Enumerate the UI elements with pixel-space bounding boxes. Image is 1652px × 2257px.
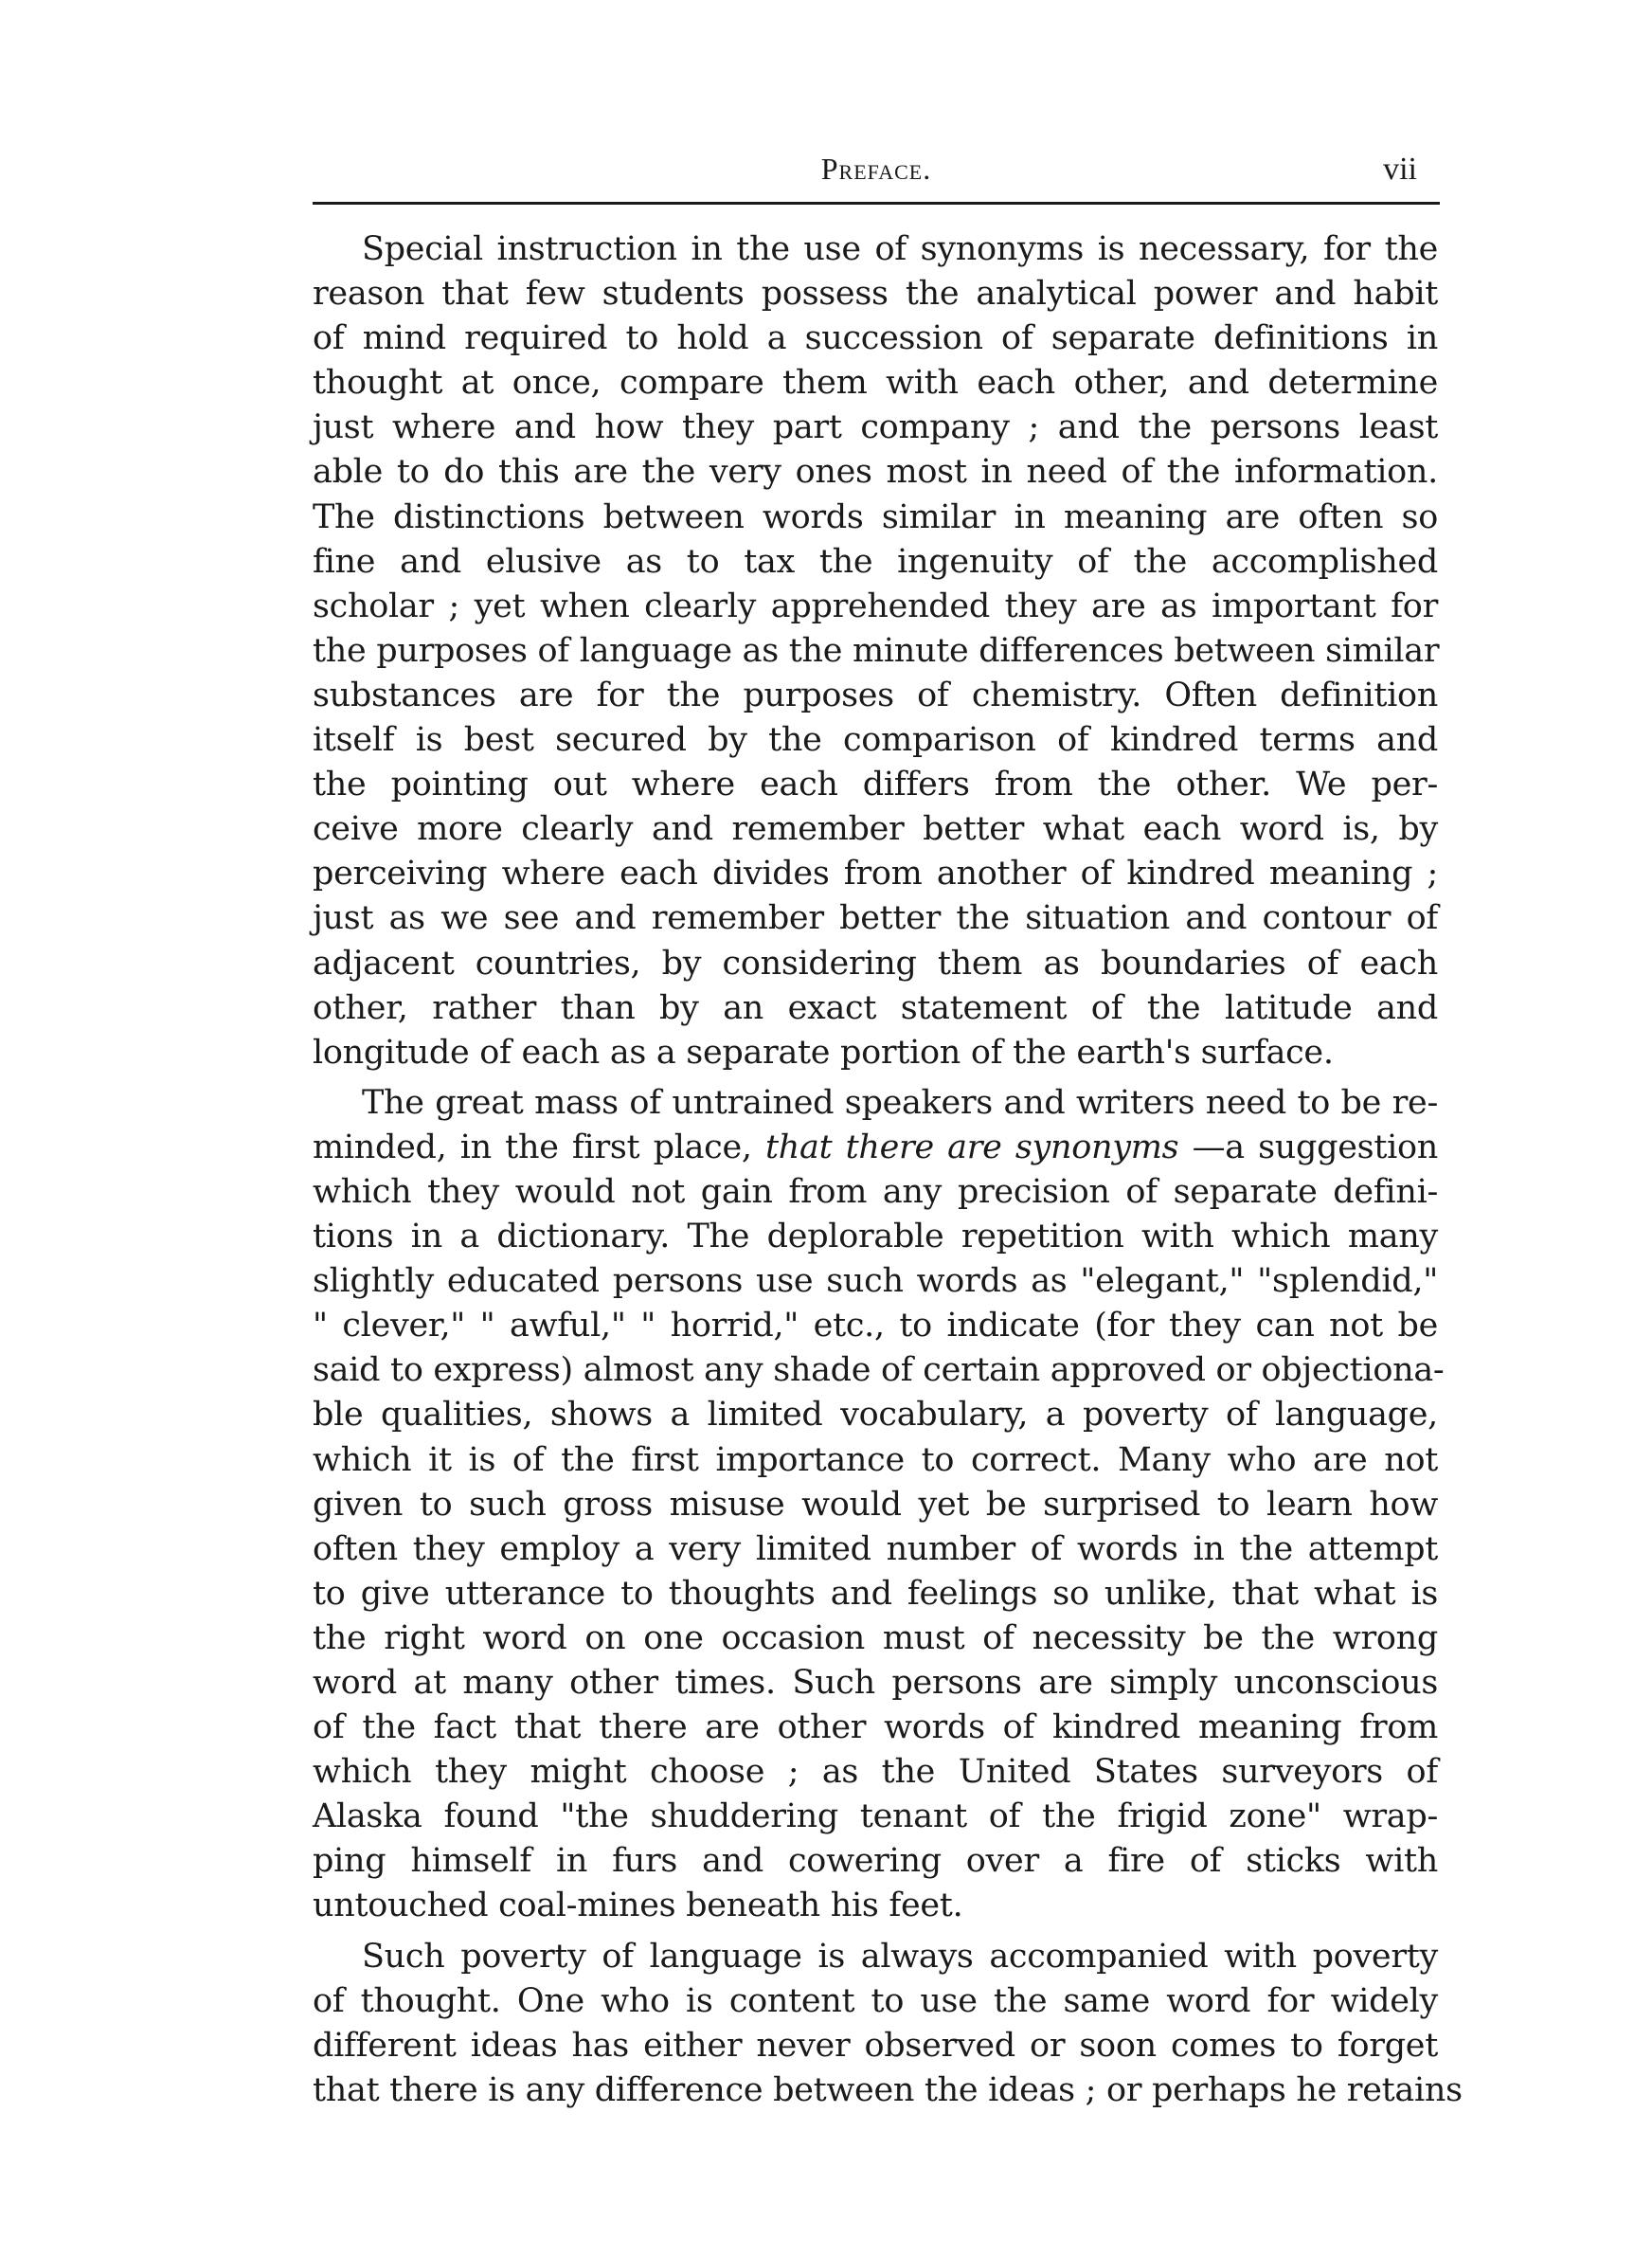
text-line: slightly educated persons use such words as "elegant," "splendid," (313, 1262, 1438, 1301)
italic-phrase: that there are synonyms (765, 1128, 1179, 1166)
text-line: other, rather than by an exact statement of the latitude and (313, 988, 1438, 1027)
text-line: perceiving where each divides from another of kindred meaning ; (313, 855, 1438, 894)
text-line: thought at once, compare them with each other, and determine (313, 364, 1438, 403)
text-line: untouched coal-mines beneath his feet. (313, 1887, 963, 1925)
text-line: Special instruction in the use of synonyms is necessary, for the (362, 230, 1438, 268)
text-line: word at many other times. Such persons are simply unconscious (313, 1664, 1438, 1702)
text-line: ceive more clearly and remember better what each word is, by (313, 810, 1438, 849)
text-line: given to such gross misuse would yet be surprised to learn how (313, 1485, 1438, 1524)
text-line: able to do this are the very ones most in need of the information. (313, 453, 1438, 492)
text-line (313, 1126, 1438, 1170)
text-line: ping himself in furs and cowering over a fire of sticks with (313, 1842, 1438, 1881)
text-line: The distinctions between words similar in meaning are often so (313, 497, 1438, 536)
text-line: the right word on one occasion must of necessity be the wrong (313, 1618, 1438, 1657)
page-number: vii (1383, 152, 1417, 187)
text-line: of mind required to hold a succession of separate definitions in (313, 319, 1438, 358)
body-text (313, 227, 1463, 2113)
paragraph (313, 1935, 1463, 2113)
text-line: ble qualities, shows a limited vocabulary, a poverty of language, (313, 1396, 1438, 1435)
text-line: the purposes of language as the minute differences between similar (313, 631, 1440, 670)
text-line: just where and how they part company ; and the persons least (313, 408, 1438, 447)
text-line: which it is of the first importance to correct. Many who are not (313, 1440, 1438, 1479)
page-header (313, 152, 1440, 190)
text-line: which they might choose ; as the United States surveyors of (313, 1753, 1438, 1792)
text-line: different ideas has either never observed or soon comes to forget (313, 2026, 1438, 2065)
text-line: that there is any difference between the ideas ; or perhaps he retains (313, 2070, 1463, 2109)
text-line: said to express) almost any shade of certain approved or objectiona- (313, 1351, 1445, 1390)
text-line: scholar ; yet when clearly apprehended they are as important for (313, 587, 1438, 625)
header-rule (313, 202, 1440, 205)
paragraph (313, 1081, 1445, 1929)
text-line: Such poverty of language is always accompanied with poverty (362, 1937, 1438, 1976)
text-line: to give utterance to thoughts and feelings so unlike, that what is (313, 1574, 1438, 1613)
text-line: tions in a dictionary. The deplorable repetition with which many (313, 1218, 1438, 1256)
paragraph (313, 227, 1438, 1075)
text-line: fine and elusive as to tax the ingenuity of the accomplished (313, 542, 1438, 581)
text-line: which they would not gain from any precision of separate defini- (313, 1172, 1438, 1211)
text-segment: —a suggestion (1192, 1128, 1439, 1166)
text-segment: minded, in the first place, (313, 1128, 752, 1166)
text-line: often they employ a very limited number of words in the attempt (313, 1529, 1438, 1568)
text-line: just as we see and remember better the situation and contour of (313, 899, 1438, 938)
text-line: adjacent countries, by considering them as boundaries of each (313, 944, 1438, 983)
text-line: of thought. One who is content to use the same word for widely (313, 1981, 1438, 2020)
text-line: The great mass of untrained speakers and writers need to be re- (362, 1083, 1438, 1122)
text-line: longitude of each as a separate portion of the earth's surface. (313, 1033, 1334, 1072)
text-line: substances are for the purposes of chemistry. Often definition (313, 676, 1438, 714)
text-line: Alaska found "the shuddering tenant of the frigid zone" wrap- (313, 1797, 1438, 1836)
text-line: itself is best secured by the comparison of kindred terms and (313, 721, 1438, 760)
text-line: reason that few students possess the analytical power and habit (313, 275, 1438, 314)
text-line: the pointing out where each differs from the other. We per- (313, 766, 1438, 804)
text-line: " clever," " awful," " horrid," etc., to indicate (for they can not be (313, 1307, 1438, 1345)
text-line: of the fact that there are other words of kindred meaning from (313, 1708, 1438, 1747)
running-head: Preface. (820, 152, 932, 186)
